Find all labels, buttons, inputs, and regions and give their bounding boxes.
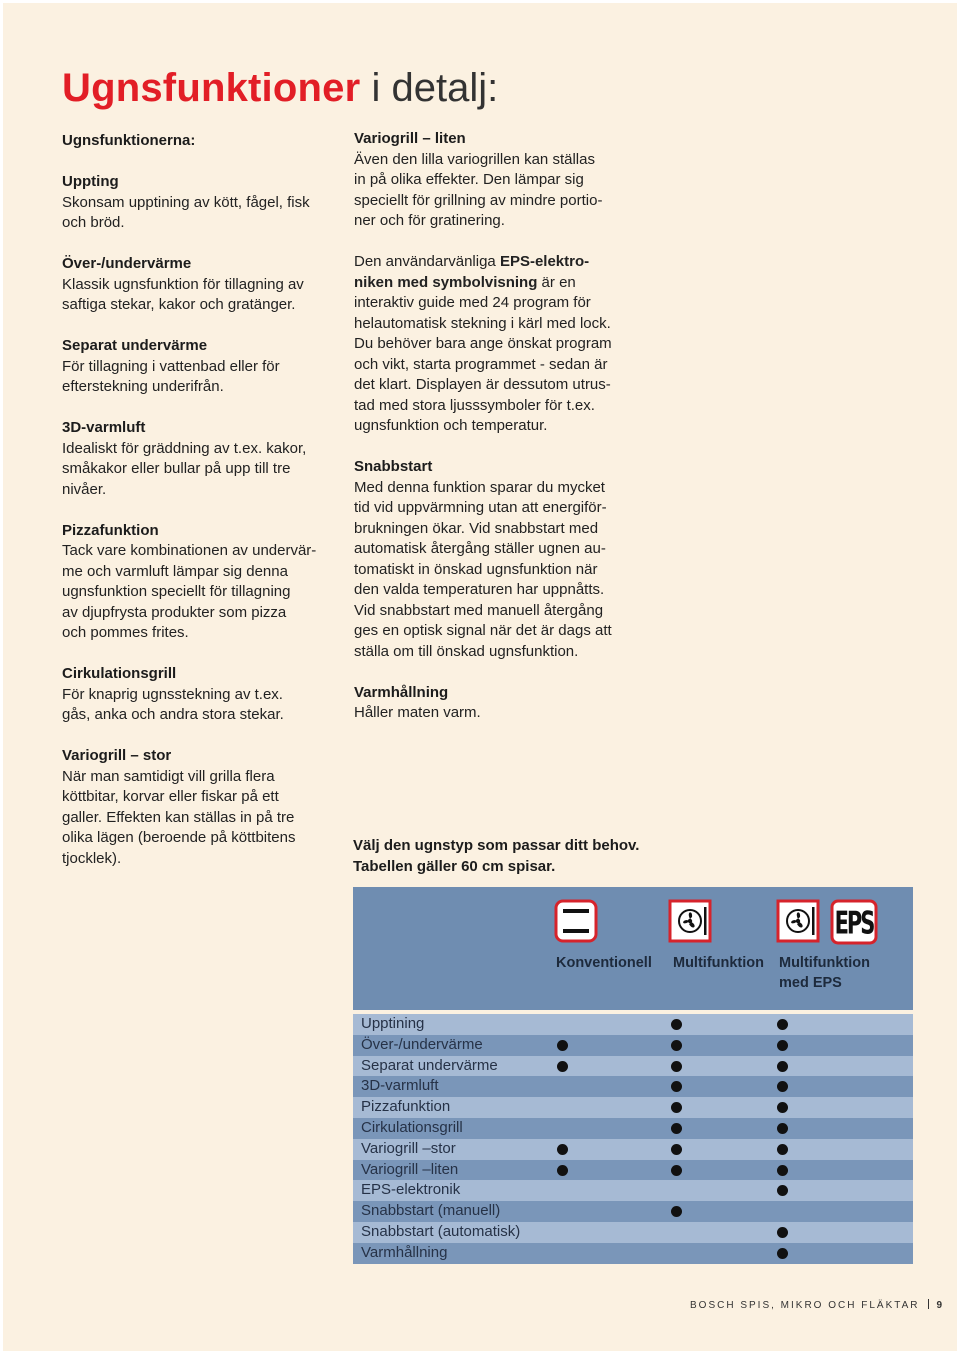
body-line: tomatiskt in önskad ugnsfunktion när (354, 560, 598, 578)
body-line: den valda temperaturen har uppnåtts. (354, 581, 605, 598)
fan-oven-icon (668, 899, 712, 948)
table-header (353, 887, 913, 1010)
availability-dot (777, 1081, 788, 1092)
row-label: Variogrill –stor (361, 1139, 456, 1157)
table-row (353, 1160, 913, 1181)
availability-dot (671, 1123, 682, 1134)
body-line: Håller maten varm. (354, 704, 481, 721)
row-label: Snabbstart (manuell) (361, 1202, 501, 1220)
row-label: Upptining (361, 1015, 425, 1032)
row-label: Varmhållning (361, 1243, 448, 1261)
availability-dot (777, 1040, 788, 1051)
body-line: efterstekning underifrån. (62, 378, 224, 395)
body-line: Idealiskt för gräddning av t.ex. kakor, (62, 439, 307, 457)
availability-dot (777, 1185, 788, 1196)
column-label-conventional (556, 953, 652, 973)
body-line: det klart. Displayen är dessutom utrus- (354, 376, 611, 393)
body-line: ner och för gratinering. (354, 212, 505, 229)
body-line: speciellt för grillning av mindre portio- (354, 191, 603, 209)
body-line: ugnsfunktion speciellt för tillagning (62, 583, 291, 600)
body-line: av djupfrysta produkter som pizza (62, 603, 287, 621)
row-label: Separat undervärme (361, 1056, 498, 1074)
availability-dot (671, 1061, 682, 1072)
table-row (353, 1056, 913, 1077)
body-line: och vikt, starta programmet - sedan är (354, 355, 608, 373)
table-row (353, 1076, 913, 1097)
availability-dot (557, 1165, 568, 1176)
availability-dot (557, 1040, 568, 1051)
body-line: ugnsfunktion och temperatur. (354, 417, 548, 434)
body-line: olika lägen (beroende på köttbitens (62, 829, 296, 846)
intro-heading: Ugnsfunktionerna: (62, 132, 196, 149)
availability-dot (777, 1144, 788, 1155)
page-footer (690, 1299, 942, 1311)
availability-dot (671, 1040, 682, 1051)
availability-dot (777, 1165, 788, 1176)
row-label: 3D-varmluft (361, 1077, 439, 1095)
note-line: Välj den ugnstyp som passar ditt behov. (353, 837, 640, 854)
section-heading: Varmhållning (354, 683, 449, 701)
eps-emphasis: EPS-elektro- (499, 253, 590, 270)
section-heading: Snabbstart (354, 458, 433, 475)
body-line: gås, anka och andra stora stekar. (62, 706, 284, 723)
table-row (353, 1139, 913, 1160)
section-heading: Cirkulationsgrill (62, 665, 177, 682)
availability-dot (777, 1123, 788, 1134)
section-heading: Separat undervärme (62, 337, 208, 354)
section-heading: Pizzafunktion (62, 521, 159, 539)
body-line: Vid snabbstart med manuell återgång (354, 601, 604, 619)
body-line: galler. Effekten kan ställas in på tre (62, 808, 295, 826)
body-line: brukningen ökar. Vid snabbstart med (354, 519, 599, 537)
body-line: Du behöver bara ange önskat program (354, 335, 612, 352)
table-row (353, 1222, 913, 1243)
body-line: me och varmluft lämpar sig denna (62, 562, 288, 580)
body-line: automatisk återgång ställer ugnen au- (354, 540, 606, 557)
note-line: Tabellen gäller 60 cm spisar. (353, 858, 556, 875)
row-label: Pizzafunktion (361, 1098, 451, 1116)
availability-dot (777, 1019, 788, 1030)
body-line: Skonsam upptining av kött, fågel, fisk (62, 193, 310, 211)
body-line: tid vid uppvärmning utan att energiför- (354, 499, 607, 516)
footer-divider (928, 1299, 929, 1309)
title-rest: i detalj: (360, 66, 499, 110)
body-line: helautomatisk stekning i kärl med lock. (354, 314, 611, 332)
conventional-oven-icon (554, 899, 598, 948)
availability-dot (671, 1019, 682, 1030)
availability-dot (557, 1144, 568, 1155)
eps-line-1 (354, 252, 632, 273)
eps-emphasis: niken med symbolvisning (354, 273, 538, 291)
left-column (62, 131, 332, 869)
body-line: ställa om till önskad ugnsfunktion. (354, 642, 579, 660)
eps-line-2 (354, 273, 632, 294)
footer-text: BOSCH SPIS, MIKRO OCH FLÄKTAR (690, 1300, 920, 1311)
eps-text: är en (537, 273, 576, 291)
row-label: Snabbstart (automatisk) (361, 1222, 521, 1240)
body-line: nivåer. (62, 480, 107, 498)
column-label-multifunction (673, 953, 764, 973)
eps-text: Den användarvänliga (354, 253, 500, 270)
column-label-line: med EPS (779, 975, 842, 991)
section-heading: Över-/undervärme (62, 255, 192, 272)
availability-dot (671, 1081, 682, 1092)
availability-dot (671, 1102, 682, 1113)
body-line: När man samtidigt vill grilla flera (62, 767, 275, 785)
column-label-multifunction-eps (779, 953, 870, 993)
body-line: ges en optisk signal när det är dags att (354, 622, 612, 639)
body-line: interaktiv guide med 24 program för (354, 294, 591, 311)
row-label: EPS-elektronik (361, 1181, 461, 1199)
body-line: Klassik ugnsfunktion för tillagning av (62, 275, 304, 293)
body-line: köttbitar, korvar eller fiskar på ett (62, 788, 279, 805)
table-note (353, 835, 673, 877)
availability-dot (671, 1206, 682, 1217)
feature-table (353, 1014, 913, 1264)
column-label-line: Multifunktion (779, 955, 871, 971)
table-row (353, 1243, 913, 1264)
availability-dot (557, 1061, 568, 1072)
body-line: tad med stora ljusssymboler för t.ex. (354, 396, 595, 414)
body-line: Med denna funktion sparar du mycket (354, 478, 605, 496)
table-row (353, 1014, 913, 1035)
availability-dot (777, 1102, 788, 1113)
column-label-line: Konventionell (556, 955, 652, 971)
body-line: småkakor eller bullar på upp till tre (62, 460, 291, 477)
eps-icon-text: EPS (834, 905, 874, 941)
body-line: och bröd. (62, 214, 125, 231)
table-row (353, 1035, 913, 1056)
section-heading: Variogrill – liten (354, 130, 466, 147)
availability-dot (777, 1227, 788, 1238)
body-line: För tillagning i vattenbad eller för (62, 357, 280, 375)
section-heading: Uppting (62, 173, 119, 190)
availability-dot (671, 1165, 682, 1176)
body-line: tjocklek). (62, 849, 122, 867)
row-label: Variogrill –liten (361, 1160, 459, 1178)
table-row (353, 1180, 913, 1201)
page-number: 9 (936, 1300, 943, 1311)
row-label: Cirkulationsgrill (361, 1118, 463, 1136)
availability-dot (671, 1144, 682, 1155)
page-title (62, 62, 498, 114)
body-line: och pommes frites. (62, 624, 189, 641)
body-line: Även den lilla variogrillen kan ställas (354, 150, 595, 168)
section-heading: Variogrill – stor (62, 747, 172, 764)
table-row (353, 1201, 913, 1222)
body-line: För knaprig ugnsstekning av t.ex. (62, 685, 283, 703)
body-line: Tack vare kombinationen av undervär- (62, 542, 317, 559)
middle-column (354, 129, 632, 724)
section-heading: 3D-varmluft (62, 419, 146, 436)
table-row (353, 1097, 913, 1118)
availability-dot (777, 1248, 788, 1259)
body-line: in på olika effekter. Den lämpar sig (354, 171, 584, 188)
table-row (353, 1118, 913, 1139)
availability-dot (777, 1061, 788, 1072)
row-label: Över-/undervärme (361, 1035, 483, 1053)
body-line: saftiga stekar, kakor och gratänger. (62, 296, 296, 313)
title-highlight: Ugnsfunktioner (62, 66, 361, 110)
column-label-line: Multifunktion (673, 955, 765, 971)
fan-oven-eps-icon (776, 899, 880, 950)
